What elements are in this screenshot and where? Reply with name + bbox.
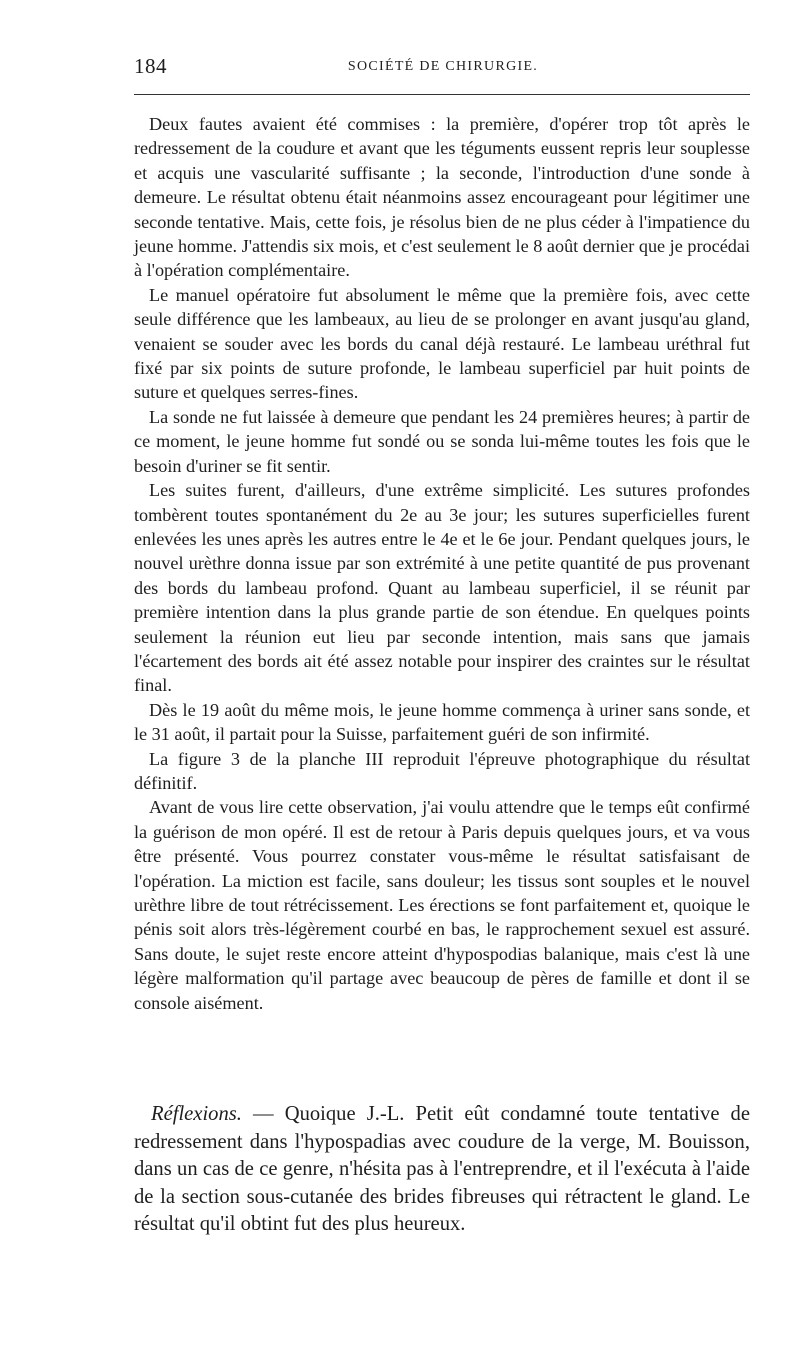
- reflexions-section: [134, 1101, 750, 1239]
- running-title: SOCIÉTÉ DE CHIRURGIE.: [347, 59, 539, 74]
- paragraph: Avant de vous lire cette observation, j'ai voulu attendre que le temps eût confirmé la guérison de mon opéré. Il est de retour à Paris depuis quelques jours, et va vous être présenté. Vous pourrez constater vous-même le résultat satisfaisant de l'opération. La miction est facile, sans douleur; les tissus sont souples et le nouvel urèthre libre de tout rétrécissement. Les érections se font parfaitement et, quoique le pénis soit alors très-légèrement courbé en bas, le rapprochement sexuel est assuré. Sans doute, le sujet reste encore atteint d'hypospodias balanique, mais c'est là une légère malformation qu'il partage avec beaucoup de pères de famille et dont il se console aisément.: [134, 797, 750, 1013]
- paragraph: Dès le 19 août du même mois, le jeune homme commença à uriner sans sonde, et le 31 août, il partait pour la Suisse, parfaitement guéri de son infirmité.: [134, 699, 750, 745]
- body-text: [134, 112, 750, 1015]
- page-header: [134, 54, 752, 84]
- reflexions-paragraph: [134, 1101, 750, 1239]
- header-rule: [134, 94, 750, 95]
- paragraph: Deux fautes avaient été commises : la première, d'opérer trop tôt après le redressement de la coudure et avant que les téguments eussent repris leur souplesse et acquis une vascularité suffisante ; la seconde, l'introduction d'une sonde à demeure. Le résultat obtenu était néanmoins assez encourageant pour légitimer une seconde tentative. Mais, cette fois, je résolus bien de ne plus céder à l'impatience du jeune homme. J'attendis six mois, et c'est seulement le 8 août dernier que je procédai à l'opération complémentaire.: [134, 114, 750, 281]
- page-number: 184: [134, 54, 167, 78]
- paragraph: Le manuel opératoire fut absolument le même que la première fois, avec cette seule différence que les lambeaux, au lieu de se prolonger en avant jusqu'au gland, venaient se souder avec les bords du canal déjà restauré. Le lambeau uréthral fut fixé par six points de suture profonde, le lambeau superficiel par huit points de suture et quelques serres-fines.: [134, 284, 750, 403]
- paragraph: La sonde ne fut laissée à demeure que pendant les 24 premières heures; à partir de ce moment, le jeune homme fut sondé ou se sonda lui-même toutes les fois que le besoin d'uriner se fit sentir.: [134, 406, 750, 476]
- reflexions-text: — Quoique J.-L. Petit eût condamné toute tentative de redressement dans l'hypospadias avec coudure de la verge, M. Bouisson, dans un cas de ce genre, n'hésita pas à l'entreprendre, et il l'exécuta à l'aide de la section sous-cutanée des brides fibreuses qui rétractent le gland. Le résultat qu'il obtint fut des plus heureux.: [134, 1103, 750, 1235]
- reflexions-label: Réflexions.: [151, 1103, 242, 1125]
- paragraph: Les suites furent, d'ailleurs, d'une extrême simplicité. Les sutures profondes tombèrent toutes spontanément du 2e au 3e jour; les sutures superficielles furent enlevées les unes après les autres entre le 4e et le 6e jour. Pendant quelques jours, le nouvel urèthre donna issue par son extrémité à une petite quantité de pus provenant des bords du lambeau profond. Quant au lambeau superficiel, il se réunit par première intention dans la plus grande partie de son étendue. En quelques points seulement la réunion eut lieu par seconde intention, mais sans que jamais l'écartement des bords ait été assez notable pour inspirer des craintes sur le résultat final.: [134, 480, 750, 696]
- paragraph: La figure 3 de la planche III reproduit l'épreuve photographique du résultat définitif.: [134, 748, 750, 793]
